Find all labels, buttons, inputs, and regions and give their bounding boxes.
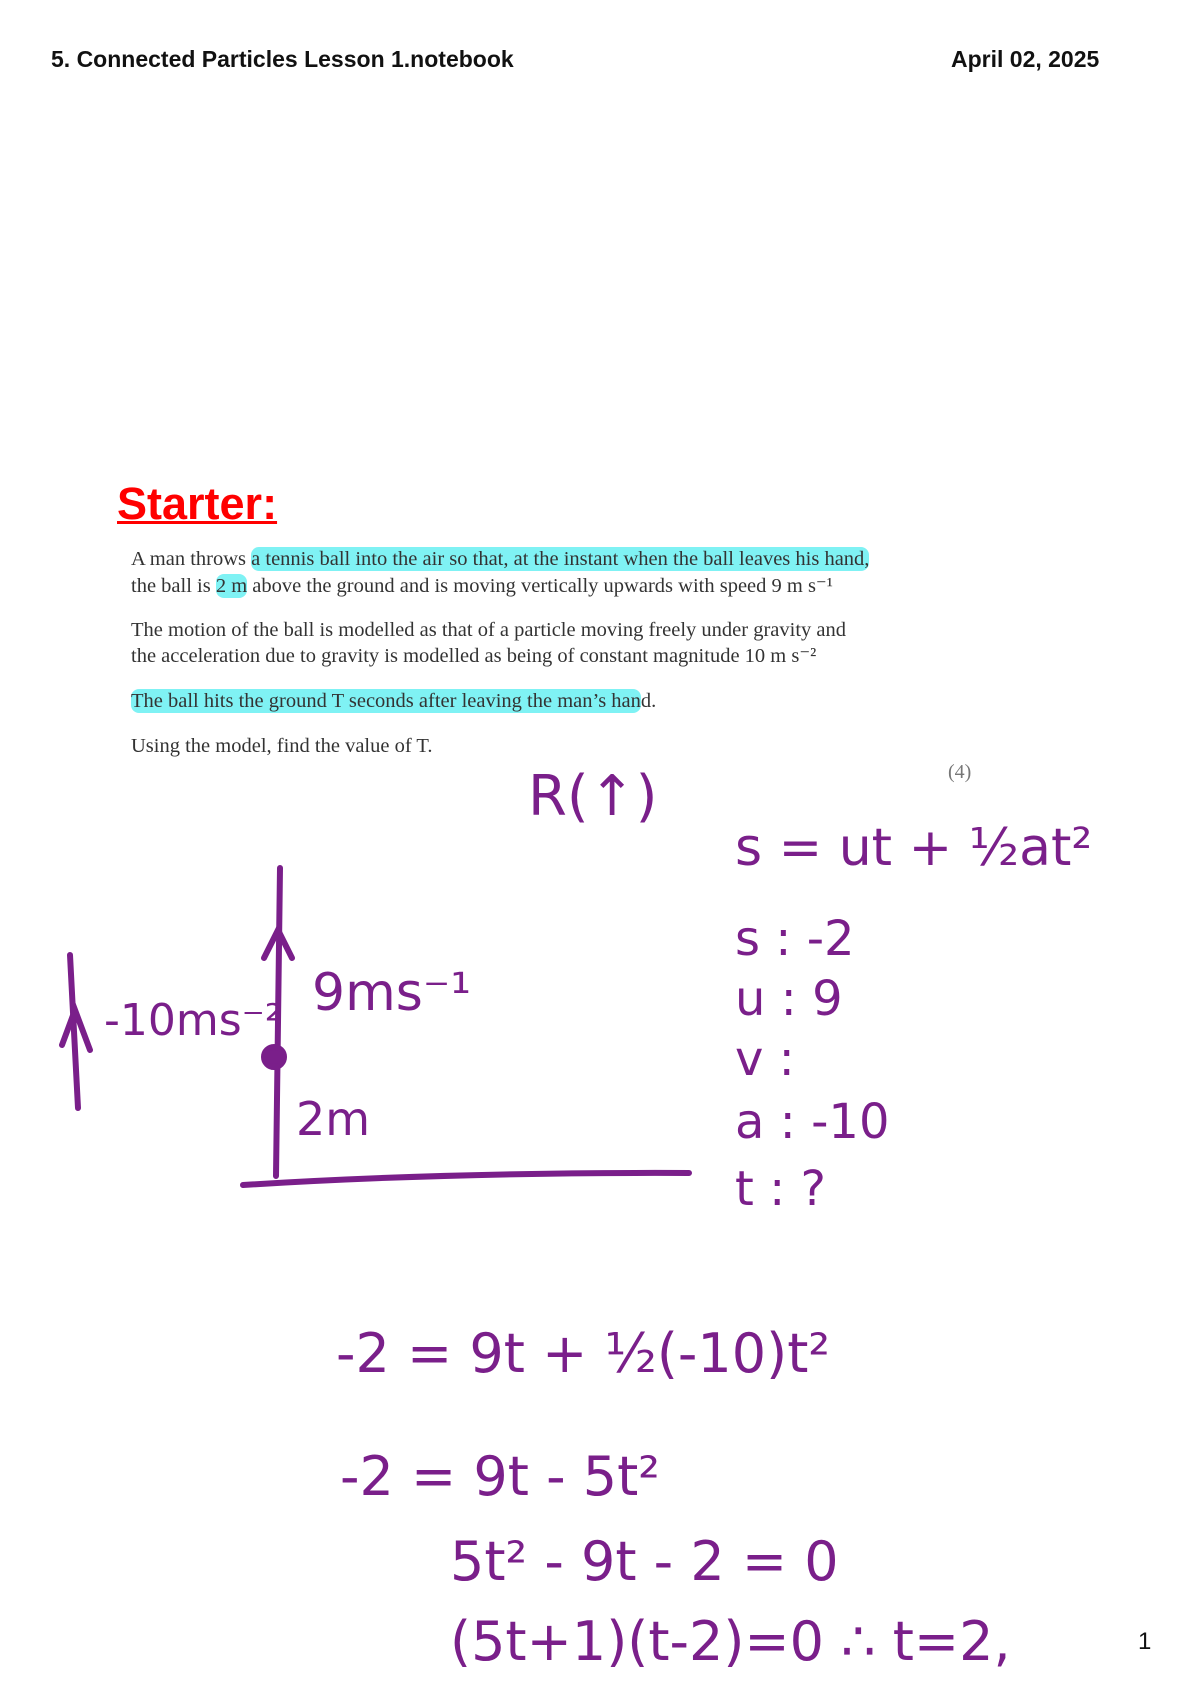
question-text: above the ground and is moving vertically upwards with speed 9 m s⁻¹ [247, 575, 833, 597]
page-number: 1 [1138, 1628, 1152, 1655]
working-line-1: -2 = 9t + ½(-10)t² [336, 1322, 831, 1385]
suvat-a: a : -10 [735, 1094, 890, 1150]
question-text: the ball is [131, 575, 216, 597]
marks-label: (4) [948, 761, 972, 783]
acceleration-label: -10ms⁻² [104, 995, 283, 1046]
starter-heading: Starter: [117, 478, 278, 529]
document-date: April 02, 2025 [951, 46, 1100, 72]
highlighted-text: The ball hits the ground T seconds after leaving the man’s han [131, 690, 641, 712]
height-label: 2m [296, 1092, 371, 1146]
suvat-v: v : [735, 1031, 795, 1087]
working-line-4: (5t+1)(t-2)=0 ∴ t=2, [450, 1610, 1011, 1673]
suvat-t: t : ? [735, 1161, 826, 1217]
speed-label: 9ms⁻¹ [312, 963, 472, 1023]
suvat-u: u : 9 [735, 971, 843, 1027]
suvat-s: s : -2 [735, 911, 855, 967]
acceleration-line [70, 955, 78, 1108]
question-text: A man throws [131, 548, 252, 570]
highlighted-height: 2 m [215, 575, 248, 597]
ball-particle [264, 1047, 284, 1067]
question-line-4: the acceleration due to gravity is modelled as being of constant magnitude 10 m s⁻² [131, 645, 817, 667]
working-line-3: 5t² - 9t - 2 = 0 [450, 1530, 839, 1593]
document-title: 5. Connected Particles Lesson 1.notebook [51, 46, 514, 72]
suvat-formula: s = ut + ½at² [735, 818, 1093, 878]
question-text: d. [640, 690, 657, 712]
question-line-3: The motion of the ball is modelled as that of a particle moving freely under gravity and [131, 619, 847, 641]
question-line-6: Using the model, find the value of T. [131, 735, 433, 757]
resolving-direction: R(↑) [528, 764, 658, 829]
highlighted-text: a tennis ball into the air so that, at the instant when the ball leaves his hand, [251, 548, 870, 570]
ground-line [243, 1173, 689, 1185]
working-line-2: -2 = 9t - 5t² [340, 1445, 660, 1508]
